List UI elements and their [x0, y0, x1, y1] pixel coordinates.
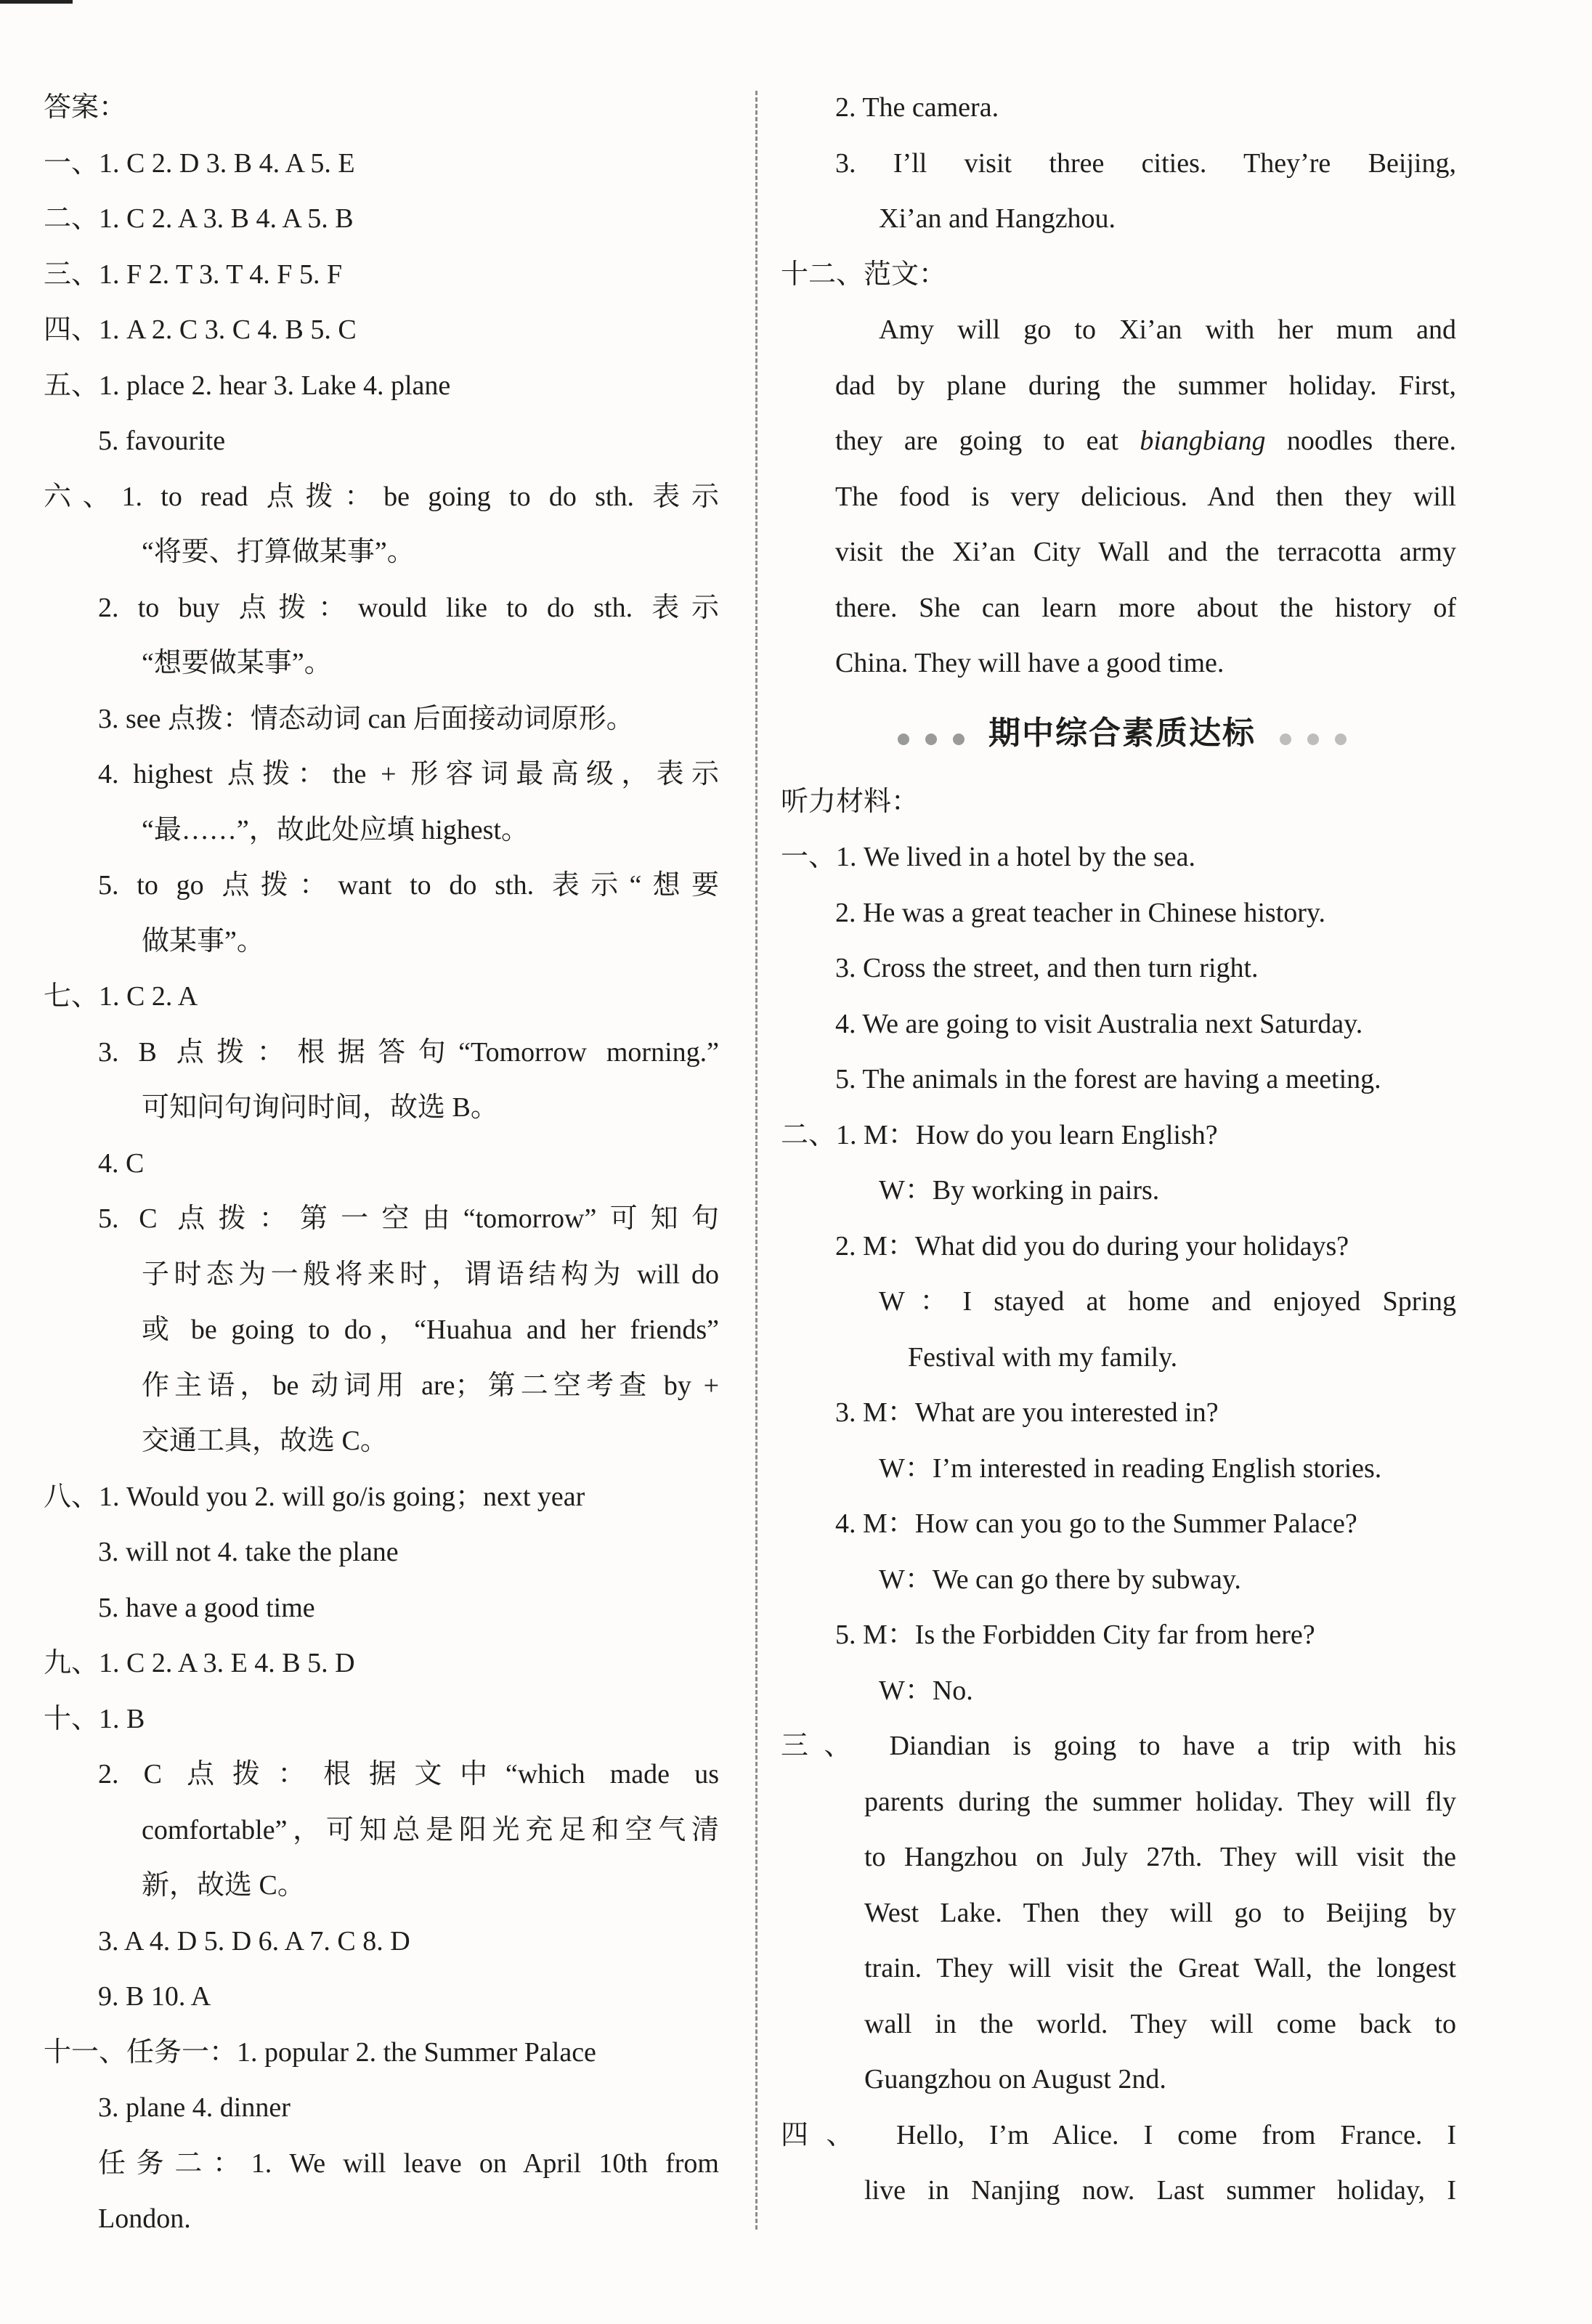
section-title-text: 期中综合素质达标: [988, 714, 1256, 752]
text-line: 答案：: [44, 92, 127, 123]
text-line: 2. C 点拨：根据文中“which made us: [98, 1759, 719, 1789]
right-column: [781, 80, 1463, 2219]
text-line: China. They will have a good time.: [835, 648, 1225, 678]
text-line: Amy will go to Xi’an with her mum and: [879, 314, 1456, 345]
text-line: 2. He was a great teacher in Chinese history.: [835, 897, 1325, 928]
text-line: 2. to buy 点拨：would like to do sth. 表示: [98, 592, 719, 623]
listening-material: [781, 774, 1463, 2219]
text-line: West Lake. Then they will go to Beijing by: [864, 1897, 1456, 1928]
text-line: 四、 Hello, I’m Alice. I come from France. I: [781, 2119, 1456, 2150]
text-line: W：I’m interested in reading English stories.: [879, 1452, 1382, 1484]
text-line: 三、 Diandian is going to have a trip with his: [781, 1731, 1456, 1761]
text-line: 六、1. to read 点拨：be going to do sth. 表示: [44, 481, 719, 512]
text-line: 听力材料：: [781, 786, 919, 817]
text-line: visit the Xi’an City Wall and the terracotta army: [835, 537, 1456, 567]
text-line: 十二、范文：: [781, 259, 947, 290]
text-line: 子时态为一般将来时，谓语结构为 will do: [142, 1259, 719, 1290]
text-line: they are going to eat biangbiang noodles there.: [835, 426, 1456, 456]
text-line: 四、1. A 2. C 3. C 4. B 5. C: [44, 314, 357, 345]
text-line: 5. have a good time: [98, 1592, 315, 1623]
text-line: live in Nanjing now. Last summer holiday, I: [864, 2175, 1456, 2206]
text-line: 新，故选 C。: [142, 1870, 305, 1901]
text-line: W：I stayed at home and enjoyed Spring: [879, 1286, 1456, 1317]
text-line: 3. B 点拨：根据答句“Tomorrow morning.”: [98, 1036, 719, 1068]
text-line: wall in the world. They will come back to: [864, 2008, 1456, 2039]
text-line: London.: [98, 2203, 191, 2234]
text-line: 可知问句询问时间，故选 B。: [142, 1092, 498, 1123]
text-line: 5. to go 点拨：want to do sth. 表示“想要: [98, 870, 719, 901]
text-line: 5. The animals in the forest are having a meeting.: [835, 1064, 1381, 1094]
text-line: “将要、打算做某事”。: [142, 537, 415, 567]
text-line: 5. favourite: [98, 426, 226, 456]
text-line: 5. C 点拨：第一空由“tomorrow”可知句: [98, 1203, 719, 1234]
text-line: Festival with my family.: [908, 1341, 1178, 1373]
text-line: Guangzhou on August 2nd.: [864, 2064, 1166, 2095]
text-line: 或 be going to do，“Huahua and her friends”: [142, 1315, 719, 1345]
text-line: dad by plane during the summer holiday. First,: [835, 370, 1456, 401]
text-line: 3. I’ll visit three cities. They’re Beijing,: [835, 147, 1456, 179]
answer-continuation: [781, 80, 1463, 691]
text-line: 八、1. Would you 2. will go/is going；next year: [44, 1481, 585, 1512]
text-line: “想要做某事”。: [142, 648, 332, 678]
text-line: 4. highest 点拨：the + 形容词最高级，表示: [98, 759, 719, 789]
text-line: 七、1. C 2. A: [44, 981, 198, 1012]
text-line: 九、1. C 2. A 3. E 4. B 5. D: [44, 1648, 355, 1678]
text-line: 一、1. C 2. D 3. B 4. A 5. E: [44, 147, 355, 179]
text-line: W：By working in pairs.: [879, 1175, 1160, 1206]
text-line: 2. M：What did you do during your holidays?: [835, 1230, 1349, 1261]
text-line: 五、1. place 2. hear 3. Lake 4. plane: [44, 370, 451, 401]
text-line: there. She can learn more about the history of: [835, 592, 1456, 623]
text-line: 作主语，be 动词用 are；第二空考查 by +: [142, 1370, 719, 1401]
text-line: 3. plane 4. dinner: [98, 2092, 291, 2123]
text-line: 二、1. M：How do you learn English?: [781, 1119, 1218, 1150]
title-dots-left-icon: [890, 699, 972, 771]
text-line: The food is very delicious. And then they will: [835, 481, 1456, 512]
text-line: 3. Cross the street, and then turn right.: [835, 953, 1259, 983]
text-line: 3. A 4. D 5. D 6. A 7. C 8. D: [98, 1925, 410, 1957]
section-title: [781, 697, 1463, 770]
text-line: W：We can go there by subway.: [879, 1564, 1241, 1595]
text-line: 3. see 点拨：情态动词 can 后面接动词原形。: [98, 703, 634, 734]
text-line: to Hangzhou on July 27th. They will visit the: [864, 1842, 1456, 1872]
italic-word: biangbiang: [1140, 426, 1266, 456]
page-edge-mark: [0, 0, 73, 4]
text-line: 3. M：What are you interested in?: [835, 1397, 1219, 1428]
text-line: 2. The camera.: [835, 92, 999, 123]
text-line: 二、1. C 2. A 3. B 4. A 5. B: [44, 203, 354, 234]
title-dots-right-icon: [1272, 699, 1355, 771]
text-line: parents during the summer holiday. They will fly: [864, 1786, 1456, 1817]
text-line: 交通工具，故选 C。: [142, 1426, 388, 1456]
left-column: [44, 80, 726, 2247]
text-line: 十、1. B: [44, 1703, 145, 1734]
text-line: 十一、任务一：1. popular 2. the Summer Palace: [44, 2036, 596, 2068]
text-line: 9. B 10. A: [98, 1981, 211, 2012]
text-line: 三、1. F 2. T 3. T 4. F 5. F: [44, 259, 343, 290]
text-line: 4. M：How can you go to the Summer Palace?: [835, 1508, 1357, 1539]
text-line: 一、1. We lived in a hotel by the sea.: [781, 842, 1196, 872]
text-line: 4. C: [98, 1147, 145, 1179]
text-line: comfortable”，可知总是阳光充足和空气清: [142, 1814, 719, 1845]
text-line: train. They will visit the Great Wall, the longest: [864, 1953, 1456, 1983]
text-line: 做某事”。: [142, 925, 264, 956]
text-line: W：No.: [879, 1675, 973, 1706]
text-line: “最……”，故此处应填 highest。: [142, 814, 529, 845]
text-line: 5. M：Is the Forbidden City far from here?: [835, 1620, 1315, 1650]
text-line: 任务二：1. We will leave on April 10th from: [98, 2148, 719, 2179]
text-line: 4. We are going to visit Australia next Saturday.: [835, 1008, 1363, 1039]
text-line: 3. will not 4. take the plane: [98, 1537, 399, 1567]
text-line: Xi’an and Hangzhou.: [879, 203, 1116, 234]
column-divider: [755, 91, 758, 2230]
